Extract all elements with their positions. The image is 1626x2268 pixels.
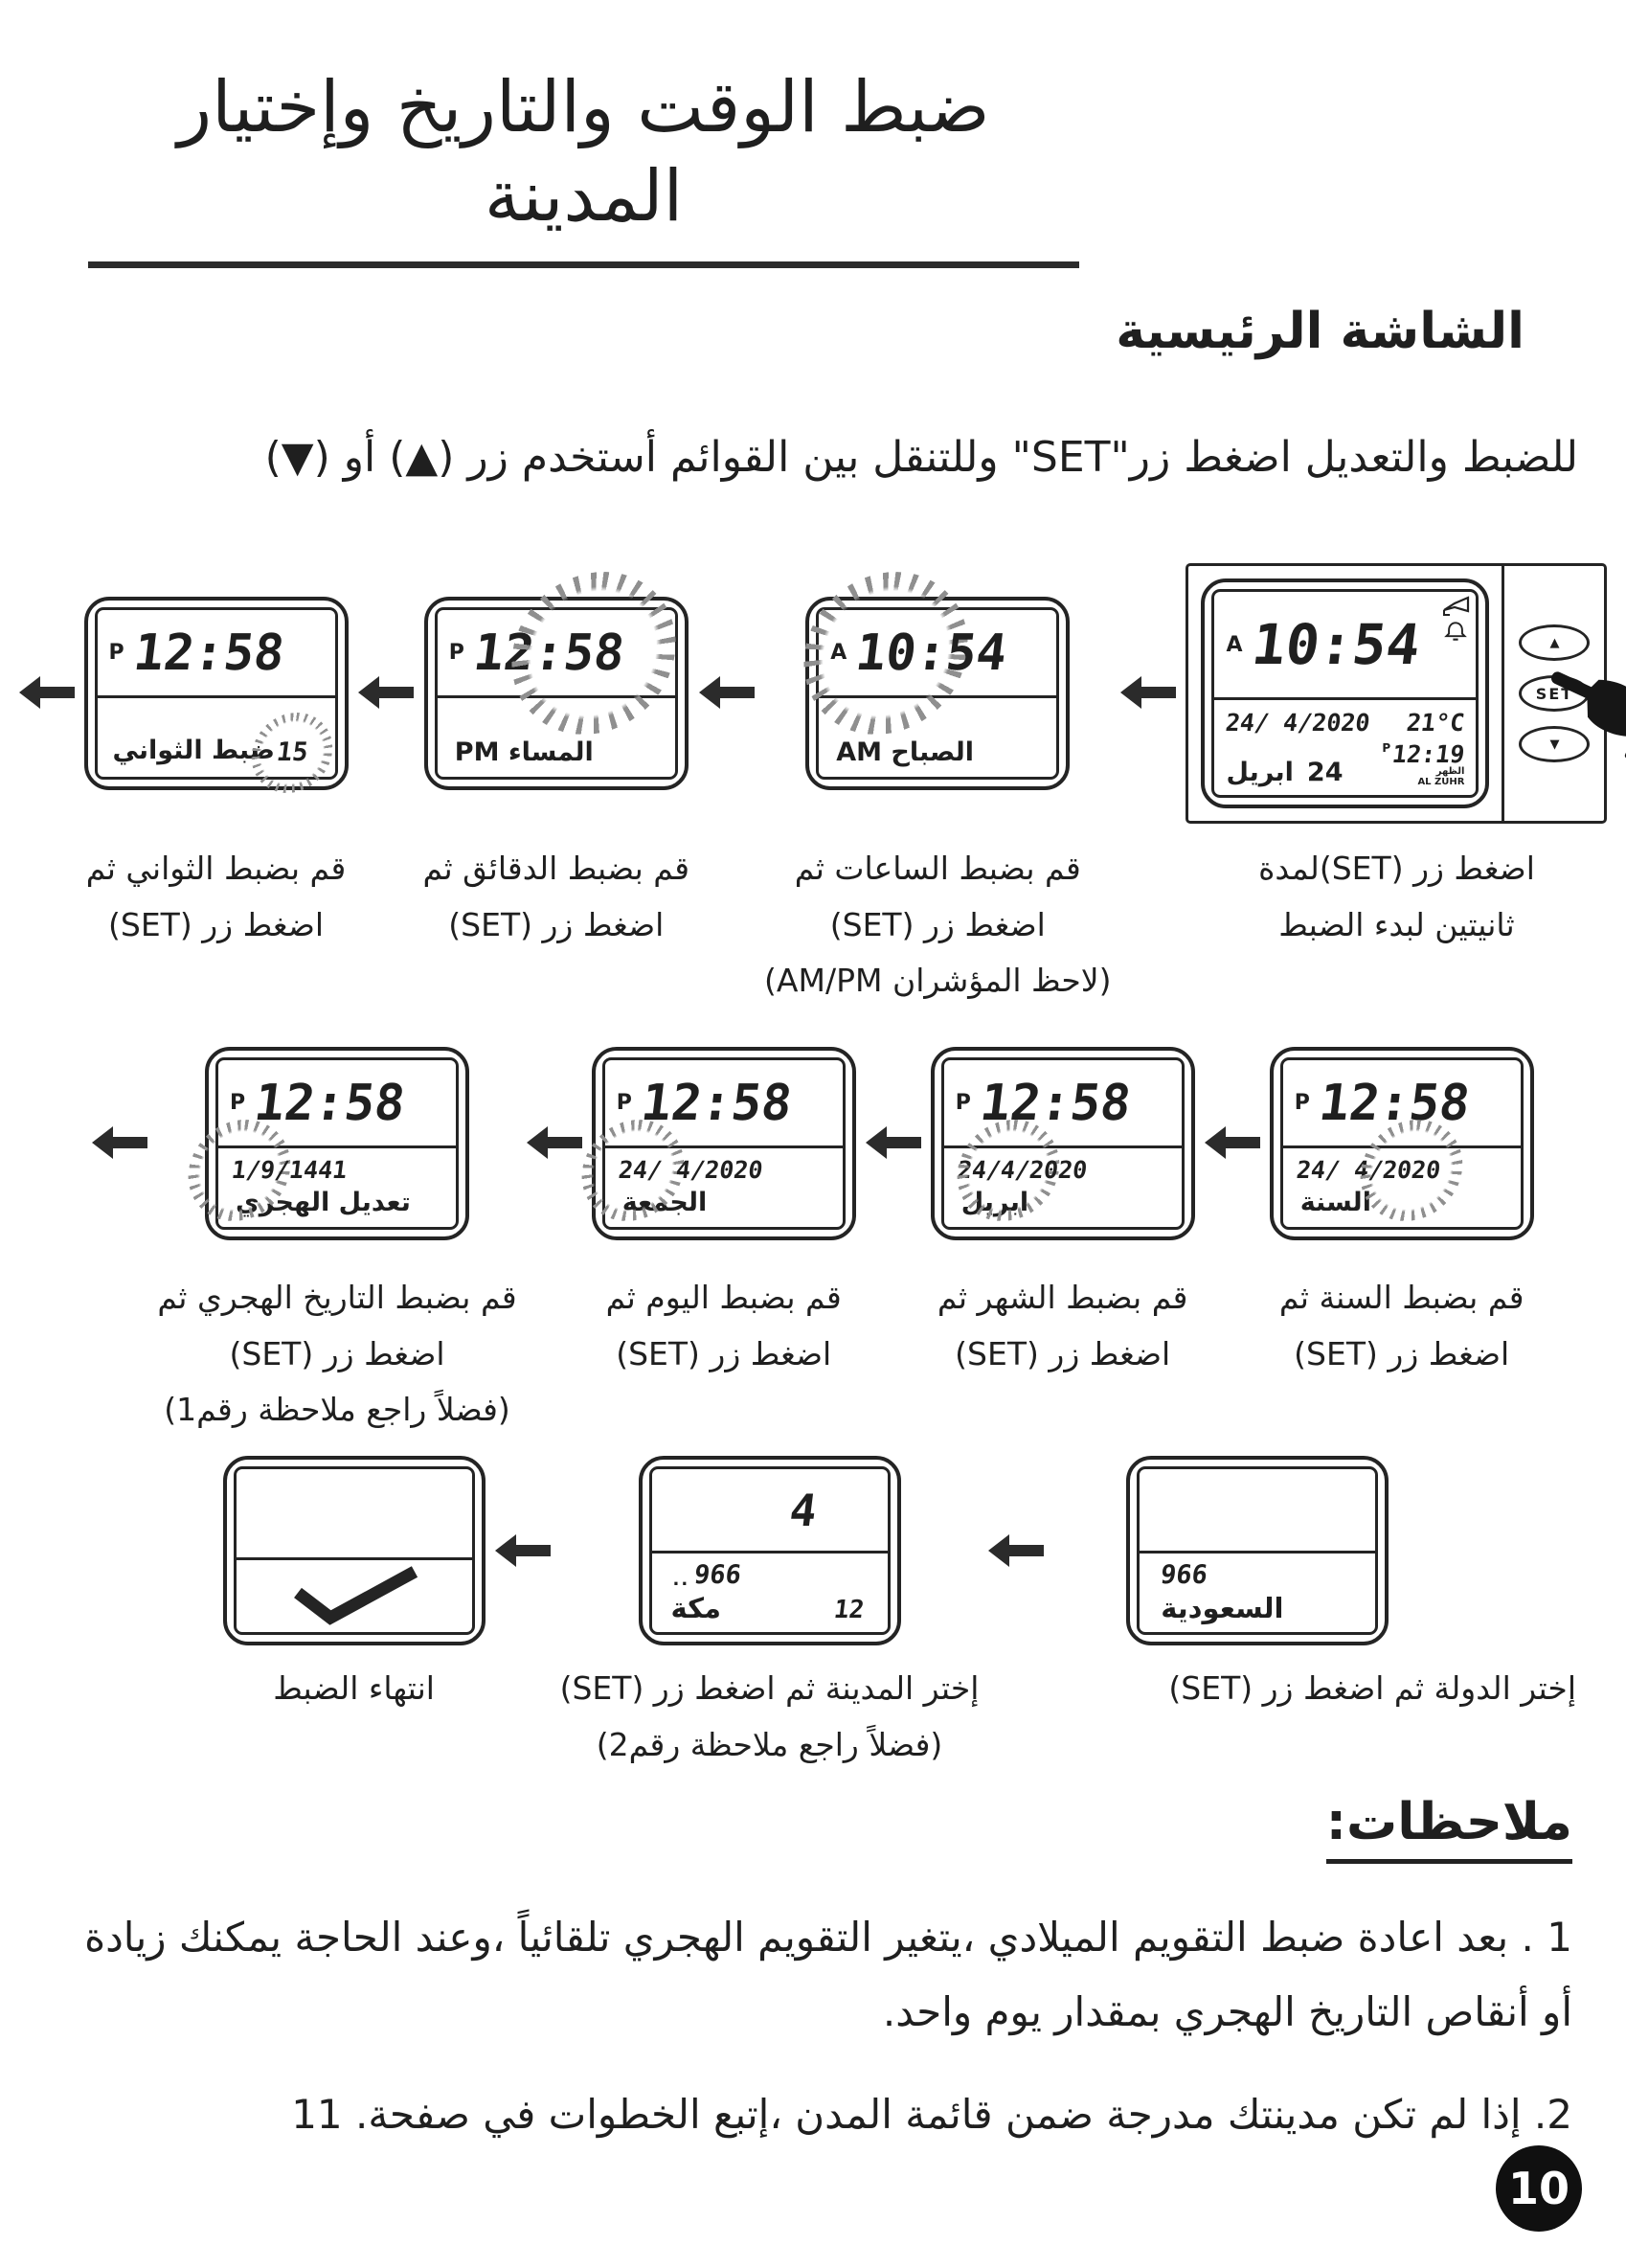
time-section — [98, 610, 335, 698]
caption-line: اضغط زر (SET) — [955, 1334, 1171, 1372]
empty-time-section — [237, 1469, 472, 1560]
caption-line: اضغط زر (SET) — [1294, 1334, 1510, 1372]
device-time: 10:54 — [1248, 612, 1424, 678]
device-month-name: ابريل — [1226, 758, 1294, 787]
caption-seconds — [86, 841, 347, 953]
left-arrow-icon — [1120, 676, 1176, 713]
country-code: 966 — [1159, 1560, 1209, 1590]
date-line — [617, 1156, 831, 1184]
checkmark-section — [237, 1560, 472, 1632]
lcd-panel-country — [1126, 1456, 1389, 1645]
note-item-2: 2. إذا لم تكن مدينتك مدرجة ضمن قائمة المدن ،إتبع الخطوات في صفحة. 11 — [291, 2091, 1572, 2139]
set-button: SET — [1519, 675, 1590, 712]
caption-year — [1279, 1270, 1524, 1382]
matrix-dots: .. — [672, 1570, 690, 1590]
caption-hijri — [157, 1270, 516, 1439]
caption-start — [1258, 841, 1535, 953]
panel-wrap — [205, 1025, 469, 1262]
label-section — [652, 1554, 888, 1632]
page-title: ضبط الوقت والتاريخ وإختيار المدينة — [88, 63, 1079, 268]
steps-row-time — [0, 554, 1626, 1009]
note-item-1: 1 . بعد اعادة ضبط التقويم الميلادي ،يتغير التقويم الهجري تلقائياً ،وعند الحاجة يمكنك زيادة أو أنقاص التاريخ الهجري بمقدار يوم واحد. — [84, 1914, 1572, 2035]
caption-line: قم بضبط الثواني ثم — [85, 850, 347, 887]
down-button: ▼ — [1519, 726, 1590, 762]
lcd-frame — [234, 1466, 475, 1635]
city-number: 4 — [786, 1484, 820, 1536]
city-code-line — [664, 1560, 876, 1590]
pm-indicator: P — [1382, 740, 1391, 755]
caption-line: قم بضبط اليوم ثم — [605, 1279, 842, 1316]
panel-wrap — [1126, 1448, 1389, 1653]
lcd-frame — [215, 1057, 459, 1230]
date-suffix: / 4/2020 — [645, 1156, 764, 1184]
panel-label: ابريل — [960, 1188, 1029, 1217]
lcd-panel-month — [931, 1047, 1195, 1240]
date-line — [956, 1156, 1170, 1184]
pm-indicator: P — [1294, 1091, 1310, 1116]
left-arrow-icon — [866, 1126, 921, 1163]
lcd-panel-year — [1270, 1047, 1534, 1240]
pm-indicator: P — [616, 1091, 632, 1116]
lcd-panel-done — [223, 1456, 486, 1645]
caption-line: (فضلاً راجع ملاحظة رقم1) — [164, 1391, 510, 1429]
checkmark-icon — [282, 1562, 426, 1629]
date-prefix: 24/ — [955, 1156, 1003, 1184]
panel-wrap — [931, 1025, 1195, 1262]
prayer-name-arabic: الظهر — [1435, 766, 1465, 777]
panel-label: ضبط الثواني — [112, 736, 275, 765]
step-set-year — [1270, 1025, 1534, 1382]
left-arrow-icon — [988, 1534, 1044, 1571]
prayer-time: 12:19 — [1390, 739, 1467, 768]
lcd-frame — [816, 607, 1059, 780]
flashing-minutes: 58 — [560, 624, 628, 682]
caption-line: اضغط زر (SET) — [448, 905, 665, 943]
pm-indicator: P — [448, 641, 464, 666]
pm-indicator: P — [108, 641, 124, 666]
panel-wrap — [1270, 1025, 1534, 1262]
date-suffix: /9/1441 — [244, 1156, 350, 1184]
device-lcd-frame — [1211, 589, 1479, 798]
prayer-time-line — [1382, 739, 1467, 768]
caption-line: قم بضبط التاريخ الهجري ثم — [157, 1279, 517, 1316]
device-date: 24/ 4/2020 — [1224, 708, 1372, 737]
country-code-line — [1151, 1560, 1364, 1590]
left-arrow-icon — [92, 1126, 147, 1163]
time-rest: :54 — [913, 624, 1010, 682]
section-heading: الشاشة الرئيسية — [1116, 303, 1524, 360]
left-arrow-icon — [699, 676, 755, 713]
panel-label: المساء PM — [454, 737, 594, 767]
device-day-number: 24 — [1306, 758, 1344, 787]
lcd-frame — [435, 607, 678, 780]
lcd-frame — [1280, 1057, 1524, 1230]
step-select-country — [1053, 1448, 1576, 1717]
am-indicator: A — [830, 641, 847, 666]
page-number-badge: 10 — [1496, 2145, 1582, 2232]
lcd-panel-seconds — [84, 597, 349, 790]
caption-line: اضغط زر (SET)لمدة — [1258, 850, 1535, 887]
time-section — [819, 610, 1056, 698]
caption-hours — [764, 841, 1111, 1009]
caption-line: إختر المدينة ثم اضغط زر (SET) — [559, 1669, 980, 1707]
time-value: 12:58 — [638, 1074, 796, 1132]
device-time-section — [1214, 592, 1476, 700]
caption-line: قم بضبط السنة ثم — [1278, 1279, 1524, 1316]
date-prefix: 24/ 4/ — [1294, 1156, 1385, 1184]
left-arrow-icon — [1205, 1126, 1260, 1163]
device-temperature: 21°C — [1405, 708, 1467, 737]
lcd-frame — [941, 1057, 1185, 1230]
flashing-month: 4 — [999, 1156, 1017, 1184]
date-line — [230, 1156, 444, 1184]
caption-minutes — [423, 841, 690, 953]
caption-line: اضغط زر (SET) — [616, 1334, 832, 1372]
label-section — [605, 1148, 843, 1227]
label-section — [218, 1148, 456, 1227]
lcd-frame — [649, 1466, 891, 1635]
panel-wrap — [424, 554, 689, 833]
lcd-frame — [95, 607, 338, 780]
caption-line: اضغط زر (SET) — [229, 1334, 445, 1372]
flashing-hours: 10 — [852, 624, 920, 682]
lcd-panel-hours — [805, 597, 1070, 790]
steps-row-location — [0, 1448, 1626, 1773]
lcd-panel-day — [592, 1047, 856, 1240]
pm-indicator: P — [230, 1091, 246, 1116]
instruction-text: للضبط والتعديل اضغط زر"SET" وللتنقل بين القوائم أستخدم زر (▲) أو (▼) — [264, 433, 1578, 482]
date-suffix: /2020 — [1013, 1156, 1089, 1184]
device-wrap — [1186, 554, 1607, 833]
lcd-frame — [602, 1057, 846, 1230]
notes-heading: ملاحظات: — [1326, 1793, 1572, 1864]
caption-month — [937, 1270, 1188, 1382]
lcd-panel-hijri — [205, 1047, 469, 1240]
caption-city — [560, 1661, 980, 1773]
caption-line: اضغط زر (SET) — [108, 905, 325, 943]
device-button-column — [1502, 566, 1604, 821]
device-screen — [1188, 566, 1502, 821]
device-date-temp — [1224, 708, 1467, 737]
label-section — [944, 1148, 1182, 1227]
time-value: 12:58 — [977, 1074, 1135, 1132]
azan-clock-device — [1186, 563, 1607, 824]
date-line — [1295, 1156, 1509, 1184]
lcd-panel-city — [639, 1456, 901, 1645]
speaker-icon — [1441, 595, 1470, 618]
bell-icon — [1443, 620, 1468, 643]
caption-line: (لاحظ المؤشران AM/PM) — [764, 962, 1112, 1000]
time-value: 12:58 — [1316, 1074, 1474, 1132]
left-arrow-icon — [495, 1534, 551, 1571]
left-arrow-icon — [358, 676, 414, 713]
step-start-setting — [1186, 554, 1607, 953]
caption-day — [606, 1270, 842, 1382]
panel-label: الجمعة — [621, 1188, 708, 1217]
city-name: مكة — [670, 1592, 721, 1624]
caption-line: اضغط زر (SET) — [829, 905, 1046, 943]
page-header — [88, 63, 1079, 268]
empty-time-section — [1140, 1469, 1375, 1554]
prayer-time-block — [1382, 739, 1467, 787]
steps-row-date — [0, 1025, 1626, 1439]
caption-line: إختر الدولة ثم اضغط زر (SET) — [1168, 1669, 1576, 1707]
country-code: 966 — [692, 1560, 743, 1590]
flashing-year: 2020 — [1381, 1156, 1442, 1184]
city-number-section — [652, 1469, 888, 1554]
label-section — [1140, 1554, 1375, 1632]
left-arrow-icon — [527, 1126, 582, 1163]
caption-line: ثانيتين لبدء الضبط — [1278, 905, 1515, 943]
panel-wrap — [84, 554, 349, 833]
lcd-frame — [1137, 1466, 1378, 1635]
label-section — [1283, 1148, 1521, 1227]
prayer-name-english: AL ZUHR — [1417, 776, 1465, 787]
seconds-line — [109, 736, 324, 769]
step-set-day — [592, 1025, 856, 1382]
time-section — [438, 610, 675, 698]
panel-label: الصباح AM — [836, 737, 975, 767]
am-indicator: A — [1226, 632, 1243, 657]
step-select-city — [560, 1448, 980, 1773]
up-button: ▲ — [1519, 624, 1590, 661]
step-set-hijri — [157, 1025, 516, 1439]
city-index: 12 — [832, 1596, 867, 1624]
city-name-row — [664, 1592, 876, 1624]
left-arrow-icon — [19, 676, 75, 713]
caption-done — [273, 1661, 435, 1717]
caption-line: (فضلاً راجع ملاحظة رقم2) — [596, 1725, 943, 1763]
time-pre: 12: — [470, 624, 568, 682]
time-value: 12:58 — [129, 624, 287, 682]
notes-section — [42, 1793, 1572, 2181]
panel-label: السنة — [1299, 1188, 1371, 1217]
label-section — [98, 698, 335, 777]
flashing-day: 24 — [616, 1156, 649, 1184]
lcd-panel-minutes — [424, 597, 689, 790]
device-status-icons — [1441, 595, 1470, 643]
panel-wrap — [223, 1448, 486, 1653]
device-lcd — [1201, 578, 1489, 808]
caption-line: قم بضبط الدقائق ثم — [422, 850, 690, 887]
caption-line: انتهاء الضبط — [273, 1669, 435, 1707]
device-info-section — [1214, 700, 1476, 795]
panel-wrap — [592, 1025, 856, 1262]
caption-country — [1168, 1661, 1576, 1717]
caption-line: قم بضبط الساعات ثم — [794, 850, 1081, 887]
panel-label: تعديل الهجري — [236, 1188, 411, 1217]
panel-wrap — [805, 554, 1070, 833]
pointing-hand-icon — [1541, 664, 1626, 767]
country-name: السعودية — [1161, 1592, 1284, 1624]
flashing-hijri-day: 1 — [230, 1156, 248, 1184]
step-set-month — [931, 1025, 1195, 1382]
step-set-hours — [764, 554, 1111, 1009]
caption-line: قم بضبط الشهر ثم — [937, 1279, 1188, 1316]
pm-indicator: P — [955, 1091, 971, 1116]
panel-wrap — [639, 1448, 901, 1653]
device-day-prayer — [1226, 739, 1467, 787]
step-done — [223, 1448, 486, 1717]
time-value: 12:58 — [251, 1074, 409, 1132]
step-set-seconds — [84, 554, 349, 953]
step-set-minutes — [423, 554, 690, 953]
flashing-seconds: 15 — [275, 737, 310, 767]
